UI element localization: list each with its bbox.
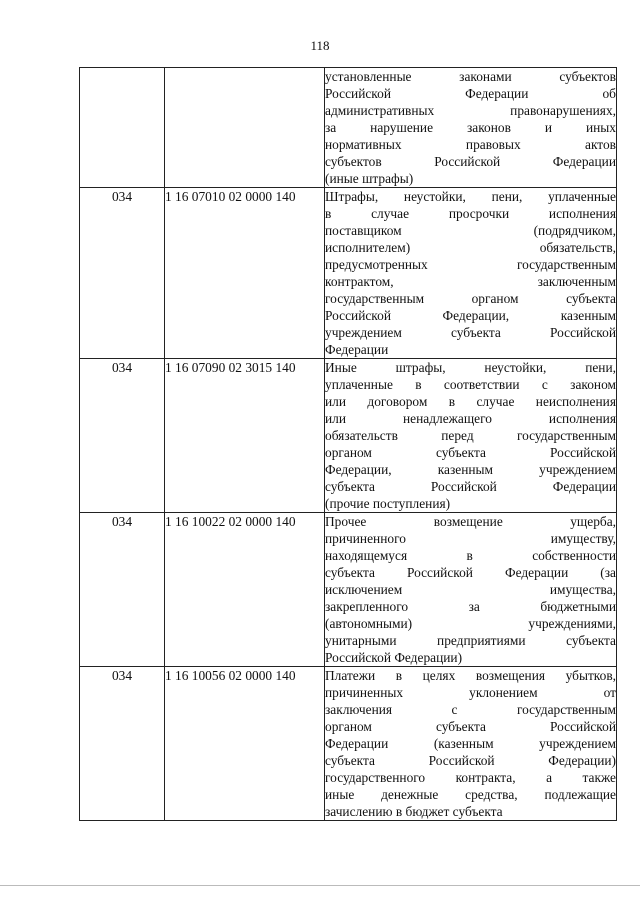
table-row [80, 667, 617, 821]
description-line: государственным органом субъекта [325, 291, 616, 306]
description-line: (автономными) учреждениями, [325, 616, 616, 631]
description-line: Прочее возмещение ущерба, [325, 514, 616, 529]
description-line: обязательств перед государственным [325, 428, 616, 443]
description-line: учреждением субъекта Российской [325, 325, 616, 340]
description-line: (прочие поступления) [325, 496, 451, 511]
revenue-description-cell [325, 667, 617, 821]
description-line: субъекта Российской Федерации (за [325, 565, 616, 580]
description-line: установленные законами субъектов [325, 69, 616, 84]
page-number: 118 [310, 38, 330, 53]
description-line: органом субъекта Российской [325, 719, 616, 734]
description-line: иные денежные средства, подлежащие [325, 787, 616, 802]
description-line: предусмотренных государственным [325, 257, 616, 272]
description-line: Федерации (казенным учреждением [325, 736, 616, 751]
description-line: или ненадлежащего исполнения [325, 411, 616, 426]
description-line: уплаченные в соответствии с законом [325, 377, 616, 392]
admin-code-cell: 034 [80, 513, 165, 667]
table-row [80, 68, 617, 188]
description-line: причиненных уклонением от [325, 685, 616, 700]
description-line: контрактом, заключенным [325, 274, 616, 289]
description-line: исполнителем) обязательств, [325, 240, 616, 255]
budget-classification-code-cell [165, 68, 325, 188]
budget-classification-code-cell: 1 16 10022 02 0000 140 [165, 513, 325, 667]
description-line: Иные штрафы, неустойки, пени, [325, 360, 616, 375]
revenue-description-cell [325, 513, 617, 667]
budget-revenue-table [79, 67, 617, 821]
description-line: Российской Федерации об [325, 86, 616, 101]
revenue-description-cell [325, 359, 617, 513]
description-line: или договором в случае неисполнения [325, 394, 616, 409]
admin-code-cell [80, 68, 165, 188]
description-line: причиненного имуществу, [325, 531, 616, 546]
description-line: находящемуся в собственности [325, 548, 616, 563]
description-line: государственного контракта, а также [325, 770, 616, 785]
revenue-description-cell [325, 68, 617, 188]
budget-classification-code-cell: 1 16 07010 02 0000 140 [165, 188, 325, 359]
table-row [80, 513, 617, 667]
description-line: зачислению в бюджет субъекта [325, 804, 503, 819]
budget-classification-code-cell: 1 16 10056 02 0000 140 [165, 667, 325, 821]
description-line: административных правонарушениях, [325, 103, 616, 118]
admin-code-cell: 034 [80, 667, 165, 821]
description-line: за нарушение законов и иных [325, 120, 616, 135]
description-line: субъектов Российской Федерации [325, 154, 616, 169]
admin-code-cell: 034 [80, 359, 165, 513]
description-line: субъекта Российской Федерации) [325, 753, 616, 768]
description-line: Федерации, казенным учреждением [325, 462, 616, 477]
page-bottom-edge [0, 885, 640, 886]
admin-code-cell: 034 [80, 188, 165, 359]
table-row [80, 188, 617, 359]
description-line: Платежи в целях возмещения убытков, [325, 668, 616, 683]
description-line: заключения с государственным [325, 702, 616, 717]
table-row [80, 359, 617, 513]
description-line: Российской Федерации, казенным [325, 308, 616, 323]
description-line: поставщиком (подрядчиком, [325, 223, 616, 238]
description-line: Российской Федерации) [325, 650, 463, 665]
description-line: (иные штрафы) [325, 171, 414, 186]
description-line: Федерации [325, 342, 389, 357]
description-line: субъекта Российской Федерации [325, 479, 616, 494]
revenue-description-cell [325, 188, 617, 359]
description-line: нормативных правовых актов [325, 137, 616, 152]
budget-classification-code-cell: 1 16 07090 02 3015 140 [165, 359, 325, 513]
description-line: органом субъекта Российской [325, 445, 616, 460]
description-line: закрепленного за бюджетными [325, 599, 616, 614]
description-line: унитарными предприятиями субъекта [325, 633, 616, 648]
description-line: Штрафы, неустойки, пени, уплаченные [325, 189, 616, 204]
description-line: в случае просрочки исполнения [325, 206, 616, 221]
description-line: исключением имущества, [325, 582, 616, 597]
